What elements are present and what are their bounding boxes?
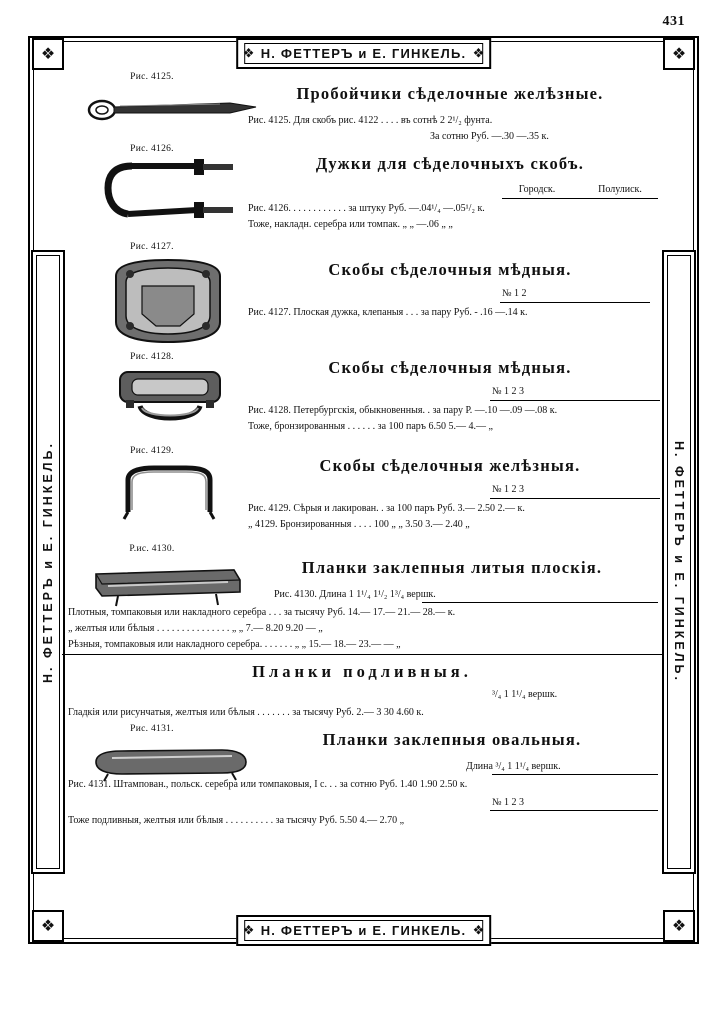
illustration-4127 — [108, 256, 228, 346]
side-banner-left — [31, 250, 65, 874]
price-line-4129-2: „ 4129. Бронзированныя . . . . 100 „ „ 3.50 3.— 2.40 „ — [248, 519, 470, 530]
price-line-4128-1: Рис. 4128. Петербургскія, обыкновенныя. . за пару Р. —.10 —.09 —.08 к. — [248, 405, 558, 416]
price-line-4125-2: За сотню Руб. —.30 —.35 к. — [430, 131, 549, 142]
corner-ornament-top-right: ❖ — [663, 38, 695, 70]
price-line-4127-1: Рис. 4127. Плоская дужка, клепаныя . . . за пару Руб. - .16 —.14 к. — [248, 307, 528, 318]
figure-caption-4129: Рис. 4129. — [130, 446, 174, 456]
length-header-podlivnyya: ³/₄ 1 1¹/₄ вершк. — [492, 689, 558, 700]
column-header-polulisk: Полулиск. — [598, 184, 642, 195]
section-title-4126: Дужки для сѣделочныхъ скобъ. — [315, 154, 585, 173]
section-4126 — [62, 144, 665, 242]
section-4131 — [62, 724, 665, 844]
illustration-4131 — [82, 746, 252, 782]
figure-caption-4126: Рис. 4126. — [130, 144, 174, 154]
section-title-4129: Скобы сѣделочныя желѣзныя. — [319, 456, 581, 475]
column-rule-4126 — [502, 198, 658, 199]
price-line-4130-2: „ желтыя или бѣлыя . . . . . . . . . . . . . . . „ „ 7.— 8.20 9.20 — „ — [68, 623, 323, 634]
header-banner — [236, 38, 492, 69]
section-title-4131: Планки заклепныя овальныя. — [322, 730, 582, 749]
column-rule-4127 — [500, 302, 650, 303]
section-4130 — [62, 544, 665, 648]
column-rule-4131-b — [490, 810, 658, 811]
side-banner-right-text: Н. ФЕТТЕРЪ и Е. ГИНКЕЛЬ. — [672, 440, 686, 683]
section-4128 — [62, 352, 665, 446]
figure-caption-4127: Рис. 4127. — [130, 242, 174, 252]
banner-knot-right-icon: ❖ — [472, 46, 485, 61]
section-divider — [62, 654, 662, 655]
price-line-4126-1: Рис. 4126. . . . . . . . . . . . за штуку Руб. —.04¹/₄ —.05¹/₂ к. — [248, 203, 485, 214]
price-line-4129-1: Рис. 4129. Сѣрыя и лакирован. . за 100 паръ Руб. 3.— 2.50 2.— к. — [248, 503, 525, 514]
figure-caption-4128: Рис. 4128. — [130, 352, 174, 362]
footer-knot-left-icon: ❖ — [242, 923, 255, 938]
footer-knot-right-icon: ❖ — [472, 923, 485, 938]
price-line-4125-1: Рис. 4125. Для скобъ рис. 4122 . . . . въ сотнѣ 2 2¹/₂ фунта. — [248, 115, 493, 126]
price-line-4131-2: Тоже подливныя, желтыя или бѣлыя . . . . . . . . . . за тысячу Руб. 5.50 4.— 2.70 „ — [68, 815, 405, 826]
column-rule-4129 — [490, 498, 660, 499]
corner-ornament-top-left: ❖ — [32, 38, 64, 70]
section-title-4127: Скобы сѣделочныя мѣдныя. — [328, 260, 572, 279]
section-title-4125: Пробойчики сѣделочные желѣзные. — [296, 84, 604, 103]
banner-knot-left-icon: ❖ — [242, 46, 255, 61]
price-line-4126-2: Тоже, накладн. серебра или томпак. „ „ —.06 „ „ — [248, 219, 453, 230]
illustration-4129 — [114, 462, 224, 520]
price-line-4131-1: Рис. 4131. Штампован., польск. серебра или томпаковыя, I с. . . за сотню Руб. 1.40 1.90 2.50 к. — [68, 779, 468, 790]
column-header-4127: № 1 2 — [502, 288, 527, 299]
page-number: 431 — [662, 14, 685, 29]
price-line-4130-3: Рѣзныя, томпаковыя или накладного серебра. . . . . . . „ „ 15.— 18.— 23.— — „ — [68, 639, 401, 650]
length-header-4131: Длина ³/₄ 1 1¹/₄ вершк. — [466, 761, 561, 772]
section-4129 — [62, 446, 665, 544]
catalog-content — [62, 72, 665, 926]
price-line-4130-1: Плотныя, томпаковыя или накладного серебра . . . за тысячу Руб. 14.— 17.— 21.— 28.— к. — [68, 607, 456, 618]
section-title-podlivnyya: Планки подливныя. — [252, 662, 472, 681]
num-header-4131: № 1 2 3 — [492, 797, 525, 808]
illustration-4128 — [110, 366, 230, 430]
corner-ornament-bottom-left: ❖ — [32, 910, 64, 942]
illustration-4126 — [102, 158, 242, 224]
section-title-4128: Скобы сѣделочныя мѣдныя. — [328, 358, 572, 377]
header-banner-text: Н. ФЕТТЕРЪ и Е. ГИНКЕЛЬ. — [244, 43, 484, 64]
side-banner-left-text: Н. ФЕТТЕРЪ и Е. ГИНКЕЛЬ. — [41, 440, 55, 683]
price-line-4128-2: Тоже, бронзированныя . . . . . . за 100 паръ 6.50 5.— 4.— „ — [248, 421, 493, 432]
section-podlivnyya — [62, 648, 665, 718]
column-rule-4130 — [422, 602, 658, 603]
corner-ornament-bottom-right: ❖ — [663, 910, 695, 942]
footer-banner-text: Н. ФЕТТЕРЪ и Е. ГИНКЕЛЬ. — [244, 920, 484, 941]
section-4127 — [62, 242, 665, 352]
column-header-4129: № 1 2 3 — [492, 484, 525, 495]
column-rule-4131 — [492, 774, 658, 775]
illustration-4130 — [88, 560, 248, 608]
figure-caption-4131: Рис. 4131. — [130, 724, 174, 734]
column-header-4128: № 1 2 3 — [492, 386, 525, 397]
figure-caption-4130: Р.ис. 4130. — [129, 544, 175, 554]
section-title-4130: Планки заклепныя литыя плоскія. — [301, 558, 603, 577]
illustration-4125 — [80, 90, 260, 130]
column-rule-4128 — [490, 400, 660, 401]
column-header-gorodsk: Городск. — [518, 184, 556, 195]
price-line-podlivnyya-1: Гладкія или рисунчатыя, желтыя или бѣлыя . . . . . . . за тысячу Руб. 2.— 3 30 4.60 к. — [68, 707, 424, 718]
length-header-4130: Рис. 4130. Длина 1 1¹/₄ 1¹/₂ 1³/₄ вершк. — [274, 589, 436, 600]
figure-caption-4125: Рис. 4125. — [130, 72, 174, 82]
section-4125 — [62, 72, 665, 144]
